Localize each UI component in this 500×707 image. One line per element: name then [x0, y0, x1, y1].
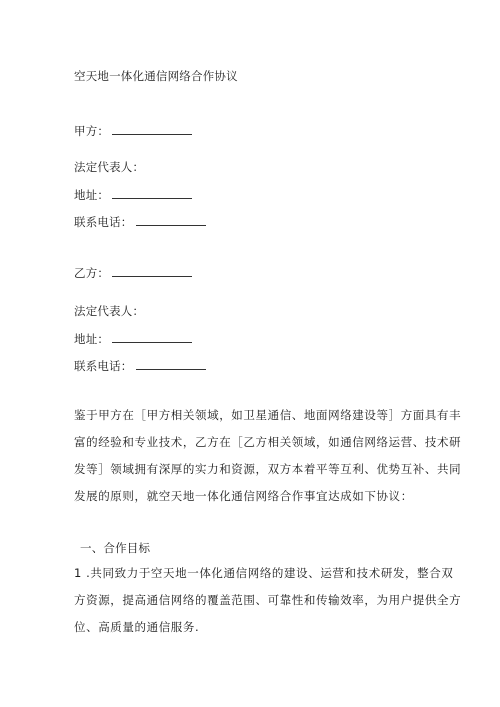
clause-1-paragraph: [74, 560, 462, 641]
party-a-label: 甲方：: [74, 124, 110, 138]
party-b-phone-label: 联系电话：: [74, 359, 133, 373]
clause-line: 位、高质量的通信服务.: [74, 620, 200, 634]
party-b-label: 乙方：: [74, 266, 110, 280]
party-a-legal-rep-label: 法定代表人：: [74, 160, 145, 174]
party-b-address-row: [74, 331, 192, 346]
party-a-blank: [112, 123, 192, 135]
preamble-line: 发展的原则，就空天地一体化通信网络合作事宜达成如下协议：: [74, 489, 413, 503]
preamble-line: 发等］领域拥有深厚的实力和资源，双方本着平等互利、优势互补、共同: [74, 462, 462, 476]
document-title: 空天地一体化通信网络合作协议: [74, 69, 238, 83]
party-a-phone-blank: [136, 214, 206, 226]
party-b-phone-row: [74, 358, 206, 373]
party-b-address-label: 地址：: [74, 332, 110, 346]
section-1-title: 一、合作目标: [80, 541, 151, 555]
party-a-address-blank: [112, 187, 192, 199]
party-a-phone-row: [74, 214, 206, 229]
preamble-line: 鉴于甲方在［甲方相关领域，如卫星通信、地面网络建设等］方面具有丰: [74, 408, 462, 422]
party-a-phone-label: 联系电话：: [74, 215, 133, 229]
party-a-address-label: 地址：: [74, 188, 110, 202]
party-b-phone-blank: [136, 358, 206, 370]
preamble-paragraph: [74, 402, 462, 510]
party-b-row: [74, 265, 192, 280]
party-a-row: [74, 123, 192, 138]
clause-line: 1 .共同致力于空天地一体化通信网络的建设、运营和技术研发，整合双: [74, 566, 454, 580]
clause-line: 方资源，提高通信网络的覆盖范围、可靠性和传输效率，为用户提供全方: [74, 593, 462, 607]
party-a-address-row: [74, 187, 192, 202]
party-b-address-blank: [112, 331, 192, 343]
preamble-line: 富的经验和专业技术，乙方在［乙方相关领域，如通信网络运营、技术研: [74, 435, 462, 449]
party-b-blank: [112, 265, 192, 277]
party-b-legal-rep-label: 法定代表人：: [74, 304, 145, 318]
